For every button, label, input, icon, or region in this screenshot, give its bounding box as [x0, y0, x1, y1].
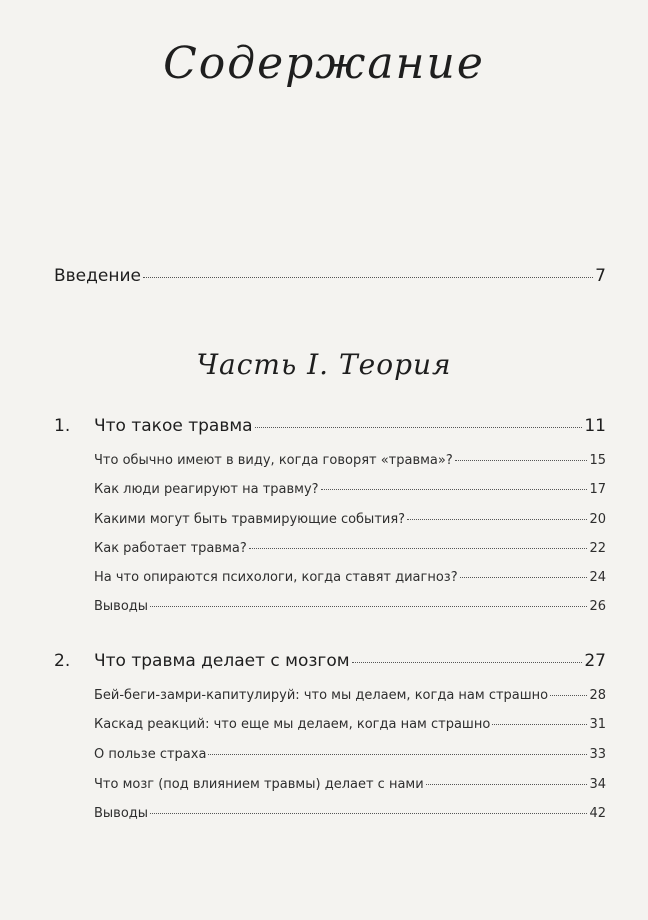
dot-leader — [426, 784, 588, 785]
toc-entry-intro[interactable] — [54, 266, 606, 286]
section-title: Какими могут быть травмирующие события? — [94, 512, 406, 527]
toc-page-number: 17 — [589, 482, 606, 497]
dot-leader — [255, 427, 583, 428]
toc-page-number: 31 — [589, 717, 606, 732]
toc-entry-label: Введение — [54, 266, 141, 286]
dot-leader — [143, 277, 593, 278]
toc-section[interactable] — [94, 717, 606, 732]
section-title: Бей-беги-замри-капитулируй: что мы делаем, когда нам страшно — [94, 688, 549, 703]
section-title: Как люди реагируют на травму? — [94, 482, 319, 497]
section-title: Что обычно имеют в виду, когда говорят «травма»? — [94, 453, 453, 468]
dot-leader — [550, 695, 587, 696]
toc-page-number: 34 — [589, 777, 606, 792]
toc-section[interactable] — [94, 570, 606, 585]
toc-page-number: 33 — [589, 747, 606, 762]
toc-page-number: 27 — [584, 651, 606, 671]
section-title: Что мозг (под влиянием травмы) делает с нами — [94, 777, 424, 792]
toc-section[interactable] — [94, 599, 606, 614]
toc-section[interactable] — [94, 482, 606, 497]
section-title: Каскад реакций: что еще мы делаем, когда нам страшно — [94, 717, 491, 732]
dot-leader — [407, 519, 587, 520]
dot-leader — [492, 724, 587, 725]
section-title: Выводы — [94, 806, 149, 821]
toc-chapter-2[interactable] — [54, 651, 606, 671]
chapter-title: Что травма делает с мозгом — [94, 651, 350, 671]
toc-page-number: 15 — [589, 453, 606, 468]
toc-section[interactable] — [94, 453, 606, 468]
dot-leader — [208, 754, 587, 755]
dot-leader — [150, 606, 587, 607]
toc-page-number: 24 — [589, 570, 606, 585]
dot-leader — [150, 813, 587, 814]
dot-leader — [352, 662, 583, 663]
toc-section[interactable] — [94, 541, 606, 556]
section-title: О пользе страха — [94, 747, 207, 762]
toc-page-number: 20 — [589, 512, 606, 527]
section-title: На что опираются психологи, когда ставят диагноз? — [94, 570, 458, 585]
page-title: Содержание — [163, 38, 485, 89]
toc-page-number: 7 — [595, 266, 606, 286]
toc-section[interactable] — [94, 777, 606, 792]
toc-section[interactable] — [94, 806, 606, 821]
part-title: Часть I. Теория — [196, 348, 452, 381]
toc-page-number: 28 — [589, 688, 606, 703]
dot-leader — [460, 577, 588, 578]
chapter-number: 2. — [54, 651, 71, 671]
section-title: Выводы — [94, 599, 149, 614]
toc-page-number: 22 — [589, 541, 606, 556]
dot-leader — [455, 460, 588, 461]
section-title: Как работает травма? — [94, 541, 247, 556]
dot-leader — [249, 548, 588, 549]
toc-section[interactable] — [94, 512, 606, 527]
toc-page-number: 42 — [589, 806, 606, 821]
toc-section[interactable] — [94, 747, 606, 762]
toc-chapter-1[interactable] — [54, 416, 606, 436]
toc-page-number: 11 — [584, 416, 606, 436]
dot-leader — [321, 489, 588, 490]
toc-page-number: 26 — [589, 599, 606, 614]
chapter-number: 1. — [54, 416, 71, 436]
toc-section[interactable] — [94, 688, 606, 703]
chapter-title: Что такое травма — [94, 416, 253, 436]
